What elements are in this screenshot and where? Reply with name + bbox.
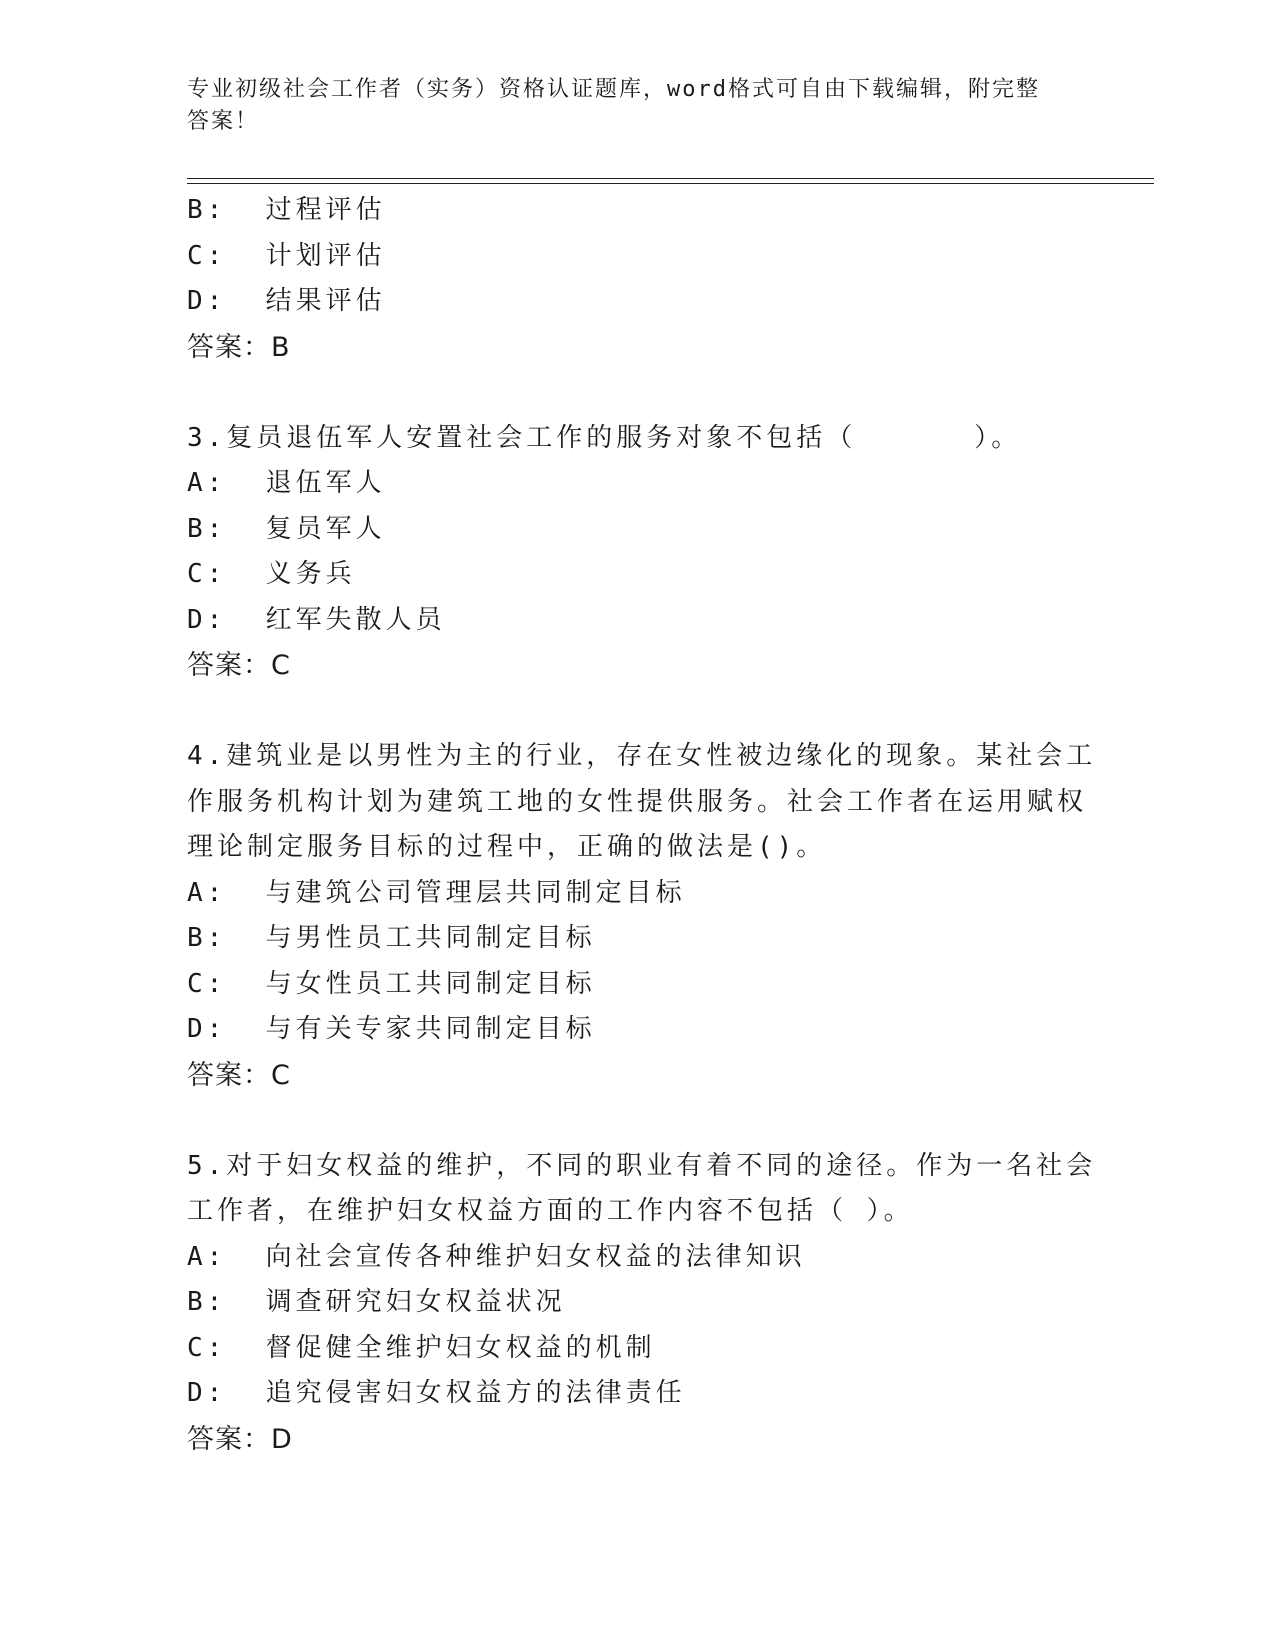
option-c: C: 计划评估 bbox=[187, 240, 386, 271]
option-b: B: 调查研究妇女权益状况 bbox=[187, 1287, 566, 1317]
option-a: A: 与建筑公司管理层共同制定目标 bbox=[187, 877, 686, 908]
question-stem-line-2: 作服务机构计划为建筑工地的女性提供服务。社会工作者在运用赋权 bbox=[187, 786, 1088, 817]
answer: 答案：C bbox=[187, 1059, 291, 1091]
option-d: D: 红军失散人员 bbox=[187, 604, 446, 635]
document-body bbox=[187, 188, 1097, 1462]
option-d: D: 结果评估 bbox=[187, 286, 386, 316]
question-stem-line-3: 理论制定服务目标的过程中，正确的做法是()。 bbox=[187, 832, 827, 862]
question-stem-line-1: 4.建筑业是以男性为主的行业，存在女性被边缘化的现象。某社会工 bbox=[187, 741, 1097, 771]
question-stem: 3.复员退伍军人安置社会工作的服务对象不包括（ ）。 bbox=[187, 422, 1022, 453]
header-divider-bottom bbox=[187, 183, 1154, 184]
option-c: C: 义务兵 bbox=[187, 559, 356, 589]
option-c: C: 与女性员工共同制定目标 bbox=[187, 968, 596, 999]
header-line-1: 专业初级社会工作者（实务）资格认证题库，word格式可自由下载编辑，附完整 bbox=[187, 77, 1040, 102]
answer: 答案：D bbox=[187, 1423, 293, 1455]
question-stem-line-2: 工作者，在维护妇女权益方面的工作内容不包括（ ）。 bbox=[187, 1196, 914, 1226]
option-b: B: 过程评估 bbox=[187, 195, 386, 225]
question-2-tail bbox=[187, 188, 1087, 370]
answer: 答案：C bbox=[187, 650, 291, 681]
option-b: B: 与男性员工共同制定目标 bbox=[187, 923, 596, 953]
answer: 答案：B bbox=[187, 331, 291, 363]
option-d: D: 与有关专家共同制定目标 bbox=[187, 1014, 596, 1044]
option-a: A: 退伍军人 bbox=[187, 468, 386, 498]
option-d: D: 追究侵害妇女权益方的法律责任 bbox=[187, 1378, 686, 1408]
document-header bbox=[187, 74, 1067, 138]
option-b: B: 复员军人 bbox=[187, 513, 386, 544]
question-5 bbox=[187, 1144, 1097, 1463]
question-4 bbox=[187, 734, 1097, 1098]
option-c: C: 督促健全维护妇女权益的机制 bbox=[187, 1332, 656, 1363]
option-a: A: 向社会宣传各种维护妇女权益的法律知识 bbox=[187, 1241, 806, 1272]
question-3 bbox=[187, 416, 1087, 689]
header-line-2: 答案！ bbox=[187, 109, 260, 134]
header-divider-top bbox=[187, 178, 1154, 179]
question-stem-line-1: 5.对于妇女权益的维护，不同的职业有着不同的途径。作为一名社会 bbox=[187, 1150, 1097, 1181]
